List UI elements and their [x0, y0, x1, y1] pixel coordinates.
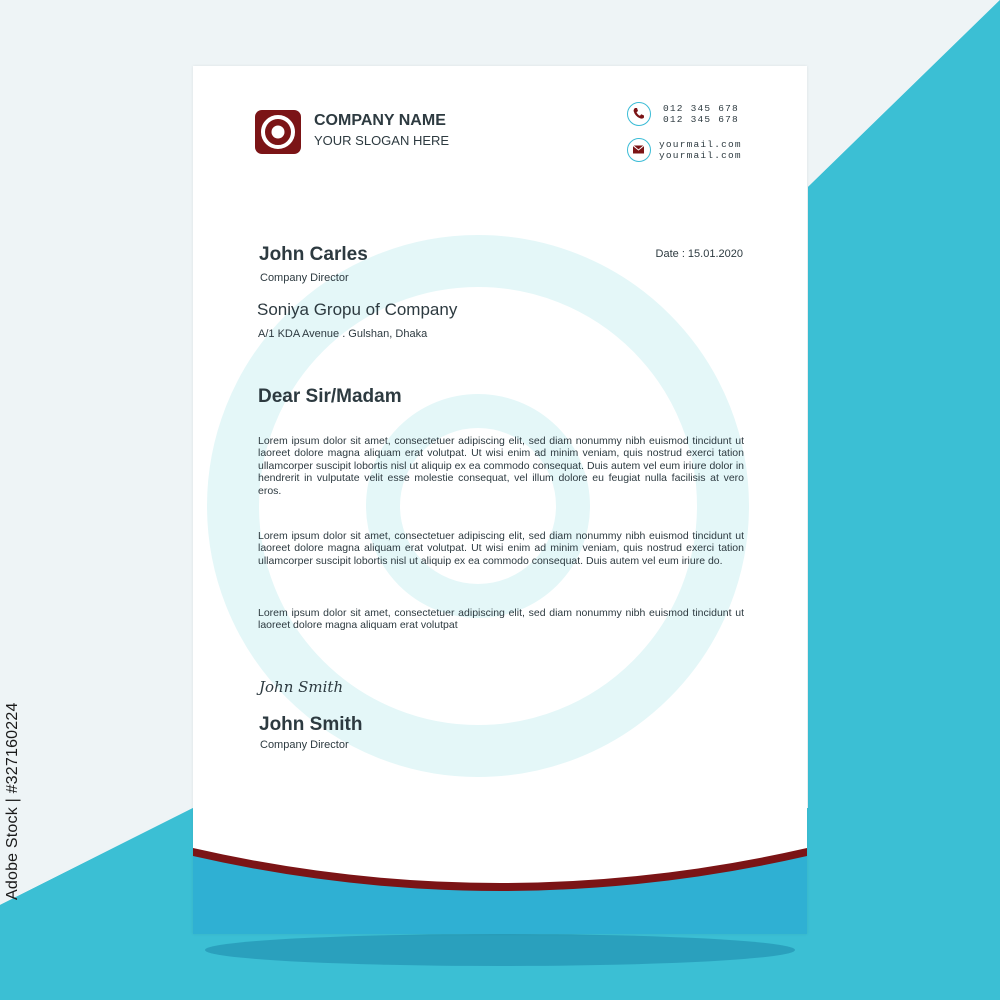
letter-date: Date : 15.01.2020 — [655, 248, 743, 260]
email-2: yourmail.com — [659, 150, 742, 161]
paper-curl-shadow — [205, 934, 795, 966]
company-slogan: YOUR SLOGAN HERE — [314, 133, 450, 148]
recipient-company: Soniya Gropu of Company — [257, 300, 458, 319]
sender-title: Company Director — [260, 739, 349, 751]
recipient-title: Company Director — [260, 272, 349, 284]
paper-decor — [193, 66, 807, 934]
envelope-icon — [627, 138, 651, 162]
recipient-name: John Carles — [259, 244, 368, 265]
phone-number-1: 012 345 678 — [663, 103, 739, 114]
company-name: COMPANY NAME — [314, 112, 446, 129]
phone-icon — [627, 102, 651, 126]
target-logo-icon — [255, 110, 301, 154]
body-paragraph-2: Lorem ipsum dolor sit amet, consectetuer adipiscing elit, sed diam nonummy nibh euismod tincidunt ut laoreet dolore magna aliquam erat volutpat. Ut wisi enim ad minim veniam, quis nostrud exerci tation ullamcorper suscipit lobortis nisl ut aliquip ex ea commodo consequat. Duis autem vel eum iriure do. — [258, 530, 744, 567]
email-1: yourmail.com — [659, 139, 742, 150]
sender-name: John Smith — [259, 714, 363, 735]
handwritten-signature: John Smith — [259, 678, 344, 696]
recipient-address: A/1 KDA Avenue . Gulshan, Dhaka — [258, 328, 428, 340]
stock-id: Adobe Stock | #327160224 — [4, 702, 21, 900]
letterhead-page — [193, 66, 807, 934]
phone-number-2: 012 345 678 — [663, 114, 739, 125]
salutation: Dear Sir/Madam — [258, 386, 402, 407]
body-paragraph-1: Lorem ipsum dolor sit amet, consectetuer adipiscing elit, sed diam nonummy nibh euismod tincidunt ut laoreet dolore magna aliquam erat volutpat. Ut wisi enim ad minim veniam, quis nostrud exerci tation ullamcorper suscipit lobortis nisl ut aliquip ex ea commodo consequat. Duis autem vel eum iriure dolor in hendrerit in vulputate velit esse molestie consequat, vel illum dolore eu feugiat nulla facilisis at vero eros. — [258, 435, 744, 497]
body-paragraph-3: Lorem ipsum dolor sit amet, consectetuer adipiscing elit, sed diam nonummy nibh euismod tincidunt ut laoreet dolore magna aliquam erat volutpat — [258, 607, 744, 632]
